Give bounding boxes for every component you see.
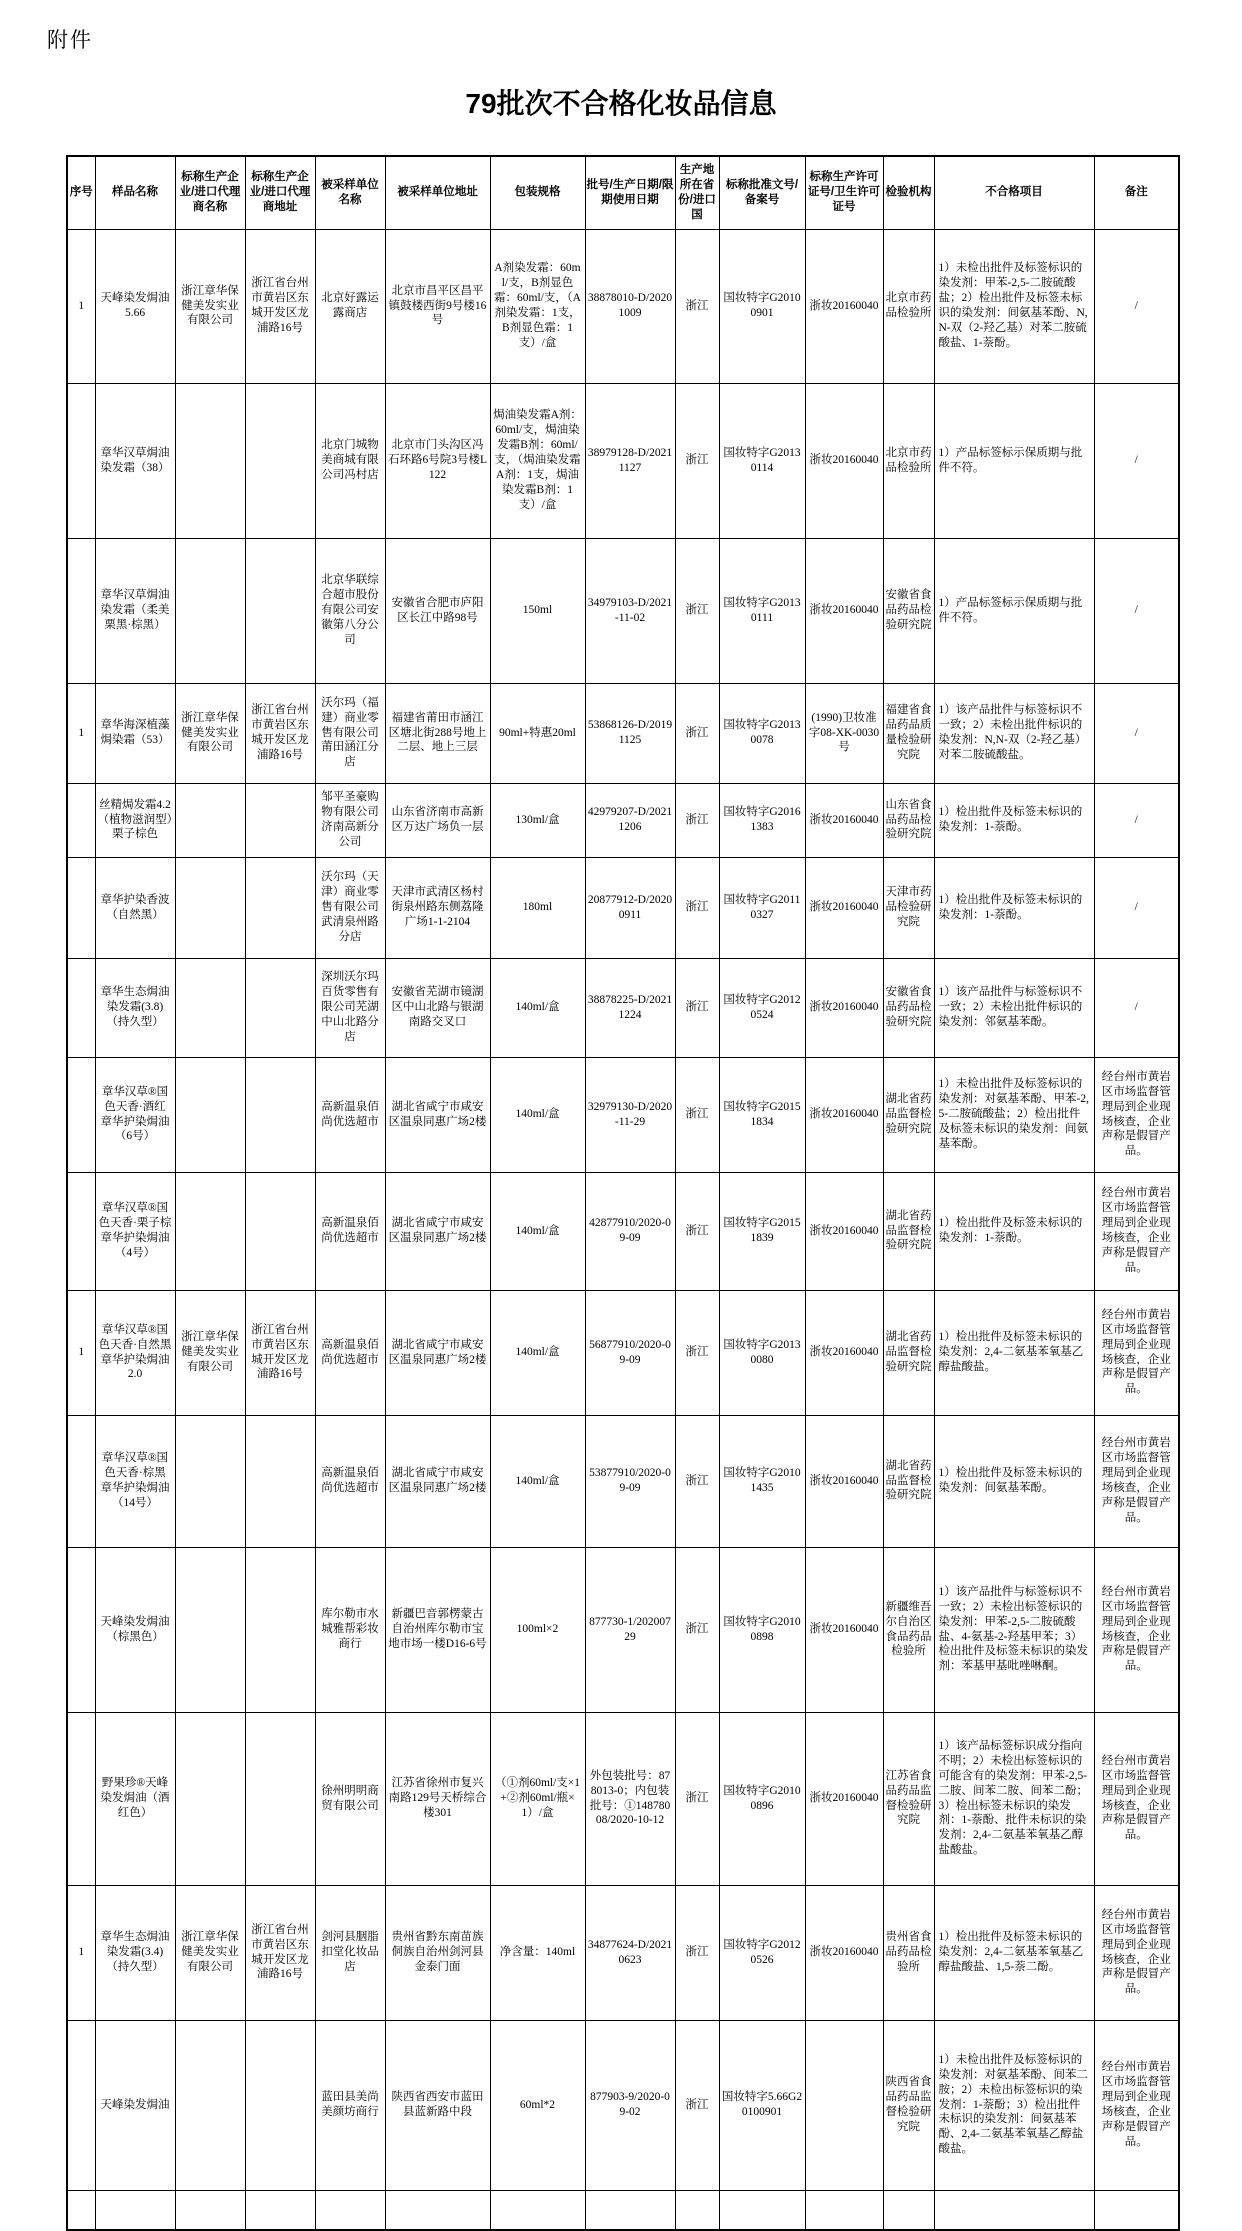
approval-no-cell: 国妆特字G20101435 — [719, 1415, 805, 1547]
serial-no-cell: 1 — [67, 683, 95, 783]
column-header-sample-name: 样品名称 — [95, 156, 175, 229]
production-province-cell: 浙江 — [675, 1415, 719, 1547]
package-spec-cell: 140ml/盒 — [490, 958, 585, 1057]
sample-name-cell — [95, 2190, 175, 2230]
inspection-agency-cell: 北京市药品检验所 — [883, 229, 934, 383]
remarks-cell: 经台州市黄岩区市场监督管理局到企业现场核查，企业声称是假冒产品。 — [1094, 1547, 1179, 1712]
package-spec-cell: 焗油染发霜A剂：60ml/支，焗油染发霜B剂：60ml/支，（焗油染发霜A剂：1支，焗油染发霜B剂：1支）/盒 — [490, 383, 585, 538]
package-spec-cell: 60ml*2 — [490, 2020, 585, 2190]
inspection-agency-cell: 湖北省药品监督检验研究院 — [883, 1290, 934, 1415]
failed-items-cell: 1）未检出批件及标签标识的染发剂：甲苯-2,5-二胺硫酸盐；2）检出批件及标签未标识的染发剂：间氨基苯酚、N,N-双（2-羟乙基）对苯二胺硫酸盐、1-萘酚。 — [934, 229, 1094, 383]
sample-name-cell: 章华生态焗油染发霜(3.4)（持久型） — [95, 1885, 175, 2020]
remarks-cell: / — [1094, 229, 1179, 383]
production-province-cell: 浙江 — [675, 1712, 719, 1885]
approval-no-cell: 国妆特字G20161383 — [719, 783, 805, 857]
inspection-agency-cell: 北京市药品检验所 — [883, 383, 934, 538]
serial-no-cell — [67, 1415, 95, 1547]
manufacturer-name-cell — [175, 1172, 245, 1290]
sampled-unit-address-cell: 北京市门头沟区冯石环路6号院3号楼L122 — [385, 383, 490, 538]
manufacturer-name-cell — [175, 1712, 245, 1885]
table-row — [67, 1290, 1179, 1415]
column-header-serial-no: 序号 — [67, 156, 95, 229]
sample-name-cell: 丝精焗发霜4.2（植物滋润型）栗子棕色 — [95, 783, 175, 857]
remarks-cell — [1094, 2190, 1179, 2230]
table-row — [67, 2190, 1179, 2230]
production-province-cell: 浙江 — [675, 538, 719, 683]
inspection-agency-cell: 福建省食品药品质量检验研究院 — [883, 683, 934, 783]
approval-no-cell: 国妆特字G20120524 — [719, 958, 805, 1057]
table-row — [67, 383, 1179, 538]
sampled-unit-address-cell: 安徽省芜湖市镜湖区中山北路与银湖南路交叉口 — [385, 958, 490, 1057]
license-no-cell: 浙妆20160040 — [805, 1885, 883, 2020]
serial-no-cell — [67, 2020, 95, 2190]
sampled-unit-name-cell: 高新温泉佰尚优选超市 — [315, 1057, 385, 1172]
license-no-cell: 浙妆20160040 — [805, 538, 883, 683]
package-spec-cell: 180ml — [490, 857, 585, 958]
batch-no-cell: 20877912-D/20200911 — [585, 857, 675, 958]
sample-name-cell: 章华汉草®国色天香·酒红 章华护染焗油（6号） — [95, 1057, 175, 1172]
column-header-manufacturer-address: 标称生产企业/进口代理商地址 — [245, 156, 315, 229]
sampled-unit-name-cell: 库尔勒市水城雅帮彩妆商行 — [315, 1547, 385, 1712]
batch-no-cell: 42877910/2020-09-09 — [585, 1172, 675, 1290]
column-header-package-spec: 包装规格 — [490, 156, 585, 229]
production-province-cell: 浙江 — [675, 1172, 719, 1290]
sample-name-cell: 章华生态焗油染发霜(3.8)（持久型） — [95, 958, 175, 1057]
production-province-cell: 浙江 — [675, 1547, 719, 1712]
sampled-unit-name-cell: 蓝田县美尚美颜坊商行 — [315, 2020, 385, 2190]
sampled-unit-address-cell: 湖北省咸宁市咸安区温泉同惠广场2楼 — [385, 1415, 490, 1547]
manufacturer-address-cell — [245, 783, 315, 857]
license-no-cell: 浙妆20160040 — [805, 857, 883, 958]
manufacturer-address-cell — [245, 538, 315, 683]
failed-items-cell: 1）产品标签标示保质期与批件不符。 — [934, 383, 1094, 538]
license-no-cell — [805, 2190, 883, 2230]
sampled-unit-name-cell: 剑河县胭脂扣堂化妆品店 — [315, 1885, 385, 2020]
inspection-agency-cell: 安徽省食品药品检验研究院 — [883, 538, 934, 683]
remarks-cell: 经台州市黄岩区市场监督管理局到企业现场核查，企业声称是假冒产品。 — [1094, 1172, 1179, 1290]
license-no-cell: 浙妆20160040 — [805, 1547, 883, 1712]
sampled-unit-address-cell: 山东省济南市高新区万达广场负一层 — [385, 783, 490, 857]
table-row — [67, 683, 1179, 783]
inspection-agency-cell: 贵州省食品药品检验所 — [883, 1885, 934, 2020]
sampled-unit-name-cell: 北京好露运露商店 — [315, 229, 385, 383]
manufacturer-address-cell — [245, 1547, 315, 1712]
manufacturer-name-cell: 浙江章华保健美发实业有限公司 — [175, 683, 245, 783]
manufacturer-name-cell — [175, 1415, 245, 1547]
batch-no-cell: 56877910/2020-09-09 — [585, 1290, 675, 1415]
manufacturer-name-cell — [175, 1547, 245, 1712]
table-row — [67, 857, 1179, 958]
table-row — [67, 538, 1179, 683]
sampled-unit-address-cell: 湖北省咸宁市咸安区温泉同惠广场2楼 — [385, 1290, 490, 1415]
inspection-agency-cell: 湖北省药品监督检验研究院 — [883, 1415, 934, 1547]
production-province-cell: 浙江 — [675, 229, 719, 383]
license-no-cell: (1990)卫妆准字08-XK-0030号 — [805, 683, 883, 783]
sample-name-cell: 章华海深植藻焗染霜（53） — [95, 683, 175, 783]
column-header-inspection-agency: 检验机构 — [883, 156, 934, 229]
failed-items-cell: 1）检出批件及标签未标识的染发剂：1-萘酚。 — [934, 783, 1094, 857]
manufacturer-address-cell — [245, 1712, 315, 1885]
serial-no-cell — [67, 958, 95, 1057]
license-no-cell: 浙妆20160040 — [805, 383, 883, 538]
batch-no-cell: 34979103-D/2021-11-02 — [585, 538, 675, 683]
remarks-cell: / — [1094, 783, 1179, 857]
batch-no-cell: 38878225-D/20211224 — [585, 958, 675, 1057]
serial-no-cell: 1 — [67, 1290, 95, 1415]
batch-no-cell: 877730-1/20200729 — [585, 1547, 675, 1712]
inspection-agency-cell: 安徽省食品药品检验研究院 — [883, 958, 934, 1057]
serial-no-cell — [67, 1712, 95, 1885]
manufacturer-address-cell — [245, 383, 315, 538]
serial-no-cell — [67, 538, 95, 683]
package-spec-cell: 140ml/盒 — [490, 1415, 585, 1547]
inspection-agency-cell: 山东省食品药品检验研究院 — [883, 783, 934, 857]
manufacturer-address-cell: 浙江省台州市黄岩区东城开发区龙浦路16号 — [245, 1290, 315, 1415]
column-header-failed-items: 不合格项目 — [934, 156, 1094, 229]
batch-no-cell: 外包装批号：878013-0；内包装批号：①14878008/2020-10-12 — [585, 1712, 675, 1885]
column-header-sampled-unit-name: 被采样单位名称 — [315, 156, 385, 229]
sampled-unit-address-cell: 陕西省西安市蓝田县蓝新路中段 — [385, 2020, 490, 2190]
package-spec-cell: A剂染发霜：60ml/支，B剂显色霜：60ml/支，（A剂染发霜：1支，B剂显色霜：1支）/盒 — [490, 229, 585, 383]
table-row — [67, 1885, 1179, 2020]
sample-name-cell: 天峰染发焗油5.66 — [95, 229, 175, 383]
remarks-cell: / — [1094, 383, 1179, 538]
production-province-cell: 浙江 — [675, 683, 719, 783]
failed-items-cell: 1）检出批件及标签未标识的染发剂：间氨基苯酚。 — [934, 1415, 1094, 1547]
serial-no-cell: 1 — [67, 229, 95, 383]
column-header-license-no: 标称生产许可证号/卫生许可证号 — [805, 156, 883, 229]
manufacturer-name-cell: 浙江章华保健美发实业有限公司 — [175, 1290, 245, 1415]
manufacturer-address-cell — [245, 857, 315, 958]
sampled-unit-name-cell — [315, 2190, 385, 2230]
package-spec-cell: 140ml/盒 — [490, 1057, 585, 1172]
sampled-unit-address-cell: 湖北省咸宁市咸安区温泉同惠广场2楼 — [385, 1172, 490, 1290]
sampled-unit-address-cell: 新疆巴音郭楞蒙古自治州库尔勒市宝地市场一楼D16-6号 — [385, 1547, 490, 1712]
package-spec-cell: 140ml/盒 — [490, 1290, 585, 1415]
package-spec-cell: 140ml/盒 — [490, 1172, 585, 1290]
batch-no-cell: 53877910/2020-09-09 — [585, 1415, 675, 1547]
sample-name-cell: 野果珍®天峰染发焗油（酒红色） — [95, 1712, 175, 1885]
batch-no-cell: 38878010-D/20201009 — [585, 229, 675, 383]
defect-table — [66, 155, 1180, 2231]
manufacturer-name-cell — [175, 383, 245, 538]
table-row — [67, 1547, 1179, 1712]
manufacturer-name-cell — [175, 538, 245, 683]
batch-no-cell: 34877624-D/20210623 — [585, 1885, 675, 2020]
failed-items-cell: 1）产品标签标示保质期与批件不符。 — [934, 538, 1094, 683]
inspection-agency-cell: 陕西省食品药品监督检验研究院 — [883, 2020, 934, 2190]
sample-name-cell: 章华汉草®国色天香·栗子棕 章华护染焗油（4号） — [95, 1172, 175, 1290]
approval-no-cell: 国妆特字G20151834 — [719, 1057, 805, 1172]
sampled-unit-name-cell: 沃尔玛（福建）商业零售有限公司莆田涵江分店 — [315, 683, 385, 783]
sample-name-cell: 章华汉草焗油染发霜（38） — [95, 383, 175, 538]
manufacturer-name-cell — [175, 2020, 245, 2190]
failed-items-cell — [934, 2190, 1094, 2230]
sampled-unit-name-cell: 北京华联综合超市股份有限公司安徽第八分公司 — [315, 538, 385, 683]
sample-name-cell: 天峰染发焗油 — [95, 2020, 175, 2190]
inspection-agency-cell: 湖北省药品监督检验研究院 — [883, 1172, 934, 1290]
batch-no-cell: 42979207-D/20211206 — [585, 783, 675, 857]
batch-no-cell — [585, 2190, 675, 2230]
approval-no-cell: 国妆特字5.66G20100901 — [719, 2020, 805, 2190]
inspection-agency-cell — [883, 2190, 934, 2230]
remarks-cell: / — [1094, 538, 1179, 683]
license-no-cell: 浙妆20160040 — [805, 1712, 883, 1885]
manufacturer-address-cell — [245, 958, 315, 1057]
sampled-unit-address-cell: 北京市昌平区昌平镇鼓楼西街9号楼16号 — [385, 229, 490, 383]
package-spec-cell: 130ml/盒 — [490, 783, 585, 857]
manufacturer-name-cell — [175, 958, 245, 1057]
column-header-approval-no: 标称批准文号/备案号 — [719, 156, 805, 229]
production-province-cell: 浙江 — [675, 857, 719, 958]
sampled-unit-address-cell: 湖北省咸宁市咸安区温泉同惠广场2楼 — [385, 1057, 490, 1172]
production-province-cell: 浙江 — [675, 1057, 719, 1172]
license-no-cell: 浙妆20160040 — [805, 1415, 883, 1547]
table-row — [67, 2020, 1179, 2190]
manufacturer-name-cell — [175, 1057, 245, 1172]
failed-items-cell: 1）检出批件及标签未标识的染发剂：2,4-二氨基苯氧基乙醇盐酸盐。 — [934, 1290, 1094, 1415]
serial-no-cell — [67, 1547, 95, 1712]
inspection-agency-cell: 天津市药品检验研究院 — [883, 857, 934, 958]
batch-no-cell: 32979130-D/2020-11-29 — [585, 1057, 675, 1172]
production-province-cell — [675, 2190, 719, 2230]
sampled-unit-address-cell: 江苏省徐州市复兴南路129号天桥综合楼301 — [385, 1712, 490, 1885]
failed-items-cell: 1）该产品标签标识成分指向不明；2）未检出标签标识的可能含有的染发剂：甲苯-2,5-二胺、间苯二胺、间苯二酚；3）检出标签未标识的染发剂：1-萘酚、批件未标识的染发剂：2,4-二氨基苯氧基乙醇盐酸盐。 — [934, 1712, 1094, 1885]
approval-no-cell: 国妆特字G20120526 — [719, 1885, 805, 2020]
sampled-unit-name-cell: 高新温泉佰尚优选超市 — [315, 1415, 385, 1547]
page-title: 79批次不合格化妆品信息 — [465, 88, 777, 119]
batch-no-cell: 53868126-D/20191125 — [585, 683, 675, 783]
batch-no-cell: 38979128-D/20211127 — [585, 383, 675, 538]
sample-name-cell: 章华汉草®国色天香·棕黑 章华护染焗油（14号） — [95, 1415, 175, 1547]
sampled-unit-name-cell: 邹平圣豪购物有限公司济南高新分公司 — [315, 783, 385, 857]
license-no-cell: 浙妆20160040 — [805, 229, 883, 383]
sampled-unit-name-cell: 高新温泉佰尚优选超市 — [315, 1290, 385, 1415]
failed-items-cell: 1）未检出批件及标签标识的染发剂：对氨基苯酚、甲苯-2,5-二胺硫酸盐；2）检出批件及标签未标识的染发剂：间氨基苯酚。 — [934, 1057, 1094, 1172]
table-head — [67, 156, 1179, 229]
production-province-cell: 浙江 — [675, 1885, 719, 2020]
remarks-cell: 经台州市黄岩区市场监督管理局到企业现场核查，企业声称是假冒产品。 — [1094, 2020, 1179, 2190]
package-spec-cell: 净含量：140ml — [490, 1885, 585, 2020]
remarks-cell: 经台州市黄岩区市场监督管理局到企业现场核查，企业声称是假冒产品。 — [1094, 1415, 1179, 1547]
manufacturer-address-cell — [245, 1172, 315, 1290]
inspection-agency-cell: 湖北省药品监督检验研究院 — [883, 1057, 934, 1172]
table-row — [67, 783, 1179, 857]
license-no-cell: 浙妆20160040 — [805, 1057, 883, 1172]
failed-items-cell: 1）未检出批件及标签标识的染发剂：对氨基苯酚、间苯二胺；2）未检出标签标识的染发剂：1-萘酚；3）检出批件未标识的染发剂：间氨基苯酚、2,4-二氨基苯氧基乙醇盐酸盐。 — [934, 2020, 1094, 2190]
manufacturer-address-cell: 浙江省台州市黄岩区东城开发区龙浦路16号 — [245, 1885, 315, 2020]
license-no-cell: 浙妆20160040 — [805, 1290, 883, 1415]
manufacturer-address-cell — [245, 2190, 315, 2230]
sampled-unit-name-cell: 沃尔玛（天津）商业零售有限公司武清泉州路分店 — [315, 857, 385, 958]
inspection-agency-cell: 江苏省食品药品监督检验研究院 — [883, 1712, 934, 1885]
serial-no-cell — [67, 783, 95, 857]
license-no-cell: 浙妆20160040 — [805, 1172, 883, 1290]
production-province-cell: 浙江 — [675, 958, 719, 1057]
sample-name-cell: 章华汉草®国色天香·自然黑章华护染焗油2.0 — [95, 1290, 175, 1415]
failed-items-cell: 1）检出批件及标签未标识的染发剂：1-萘酚。 — [934, 857, 1094, 958]
failed-items-cell: 1）该产品批件与标签标识不一致；2）未检出批件标识的染发剂：邻氨基苯酚。 — [934, 958, 1094, 1057]
production-province-cell: 浙江 — [675, 2020, 719, 2190]
sampled-unit-address-cell: 安徽省合肥市庐阳区长江中路98号 — [385, 538, 490, 683]
inspection-agency-cell: 新疆维吾尔自治区食品药品检验所 — [883, 1547, 934, 1712]
remarks-cell: / — [1094, 857, 1179, 958]
approval-no-cell — [719, 2190, 805, 2230]
table-row — [67, 1712, 1179, 1885]
approval-no-cell: 国妆特字G20151839 — [719, 1172, 805, 1290]
serial-no-cell — [67, 1172, 95, 1290]
serial-no-cell — [67, 857, 95, 958]
table-row — [67, 1057, 1179, 1172]
approval-no-cell: 国妆特字G20100901 — [719, 229, 805, 383]
license-no-cell: 浙妆20160040 — [805, 783, 883, 857]
approval-no-cell: 国妆特字G20130080 — [719, 1290, 805, 1415]
sampled-unit-name-cell: 北京门城物美商城有限公司冯村店 — [315, 383, 385, 538]
column-header-manufacturer-name: 标称生产企业/进口代理商名称 — [175, 156, 245, 229]
approval-no-cell: 国妆特字G20100898 — [719, 1547, 805, 1712]
remarks-cell: 经台州市黄岩区市场监督管理局到企业现场核查，企业声称是假冒产品。 — [1094, 1885, 1179, 2020]
column-header-batch-no: 批号/生产日期/限期使用日期 — [585, 156, 675, 229]
manufacturer-address-cell — [245, 1415, 315, 1547]
package-spec-cell: 150ml — [490, 538, 585, 683]
approval-no-cell: 国妆特字G20130114 — [719, 383, 805, 538]
table-row — [67, 1415, 1179, 1547]
table-row — [67, 229, 1179, 383]
failed-items-cell: 1）检出批件及标签未标识的染发剂：2,4-二氨基苯氧基乙醇盐酸盐、1,5-萘二酚。 — [934, 1885, 1094, 2020]
sample-name-cell: 章华汉草焗油染发霜（柔美栗黑·棕黑） — [95, 538, 175, 683]
sampled-unit-address-cell: 贵州省黔东南苗族侗族自治州剑河县金泰门面 — [385, 1885, 490, 2020]
approval-no-cell: 国妆特字G20130111 — [719, 538, 805, 683]
production-province-cell: 浙江 — [675, 1290, 719, 1415]
sampled-unit-address-cell — [385, 2190, 490, 2230]
sample-name-cell: 天峰染发焗油（棕黑色） — [95, 1547, 175, 1712]
package-spec-cell: 90ml+特惠20ml — [490, 683, 585, 783]
manufacturer-name-cell: 浙江章华保健美发实业有限公司 — [175, 1885, 245, 2020]
manufacturer-address-cell — [245, 1057, 315, 1172]
manufacturer-name-cell: 浙江章华保健美发实业有限公司 — [175, 229, 245, 383]
manufacturer-name-cell — [175, 783, 245, 857]
column-header-remarks: 备注 — [1094, 156, 1179, 229]
batch-no-cell: 877903-9/2020-09-02 — [585, 2020, 675, 2190]
production-province-cell: 浙江 — [675, 383, 719, 538]
manufacturer-name-cell — [175, 2190, 245, 2230]
column-header-production-province: 生产地所在省份/进口国 — [675, 156, 719, 229]
remarks-cell: 经台州市黄岩区市场监督管理局到企业现场核查，企业声称是假冒产品。 — [1094, 1290, 1179, 1415]
sampled-unit-name-cell: 徐州明明商贸有限公司 — [315, 1712, 385, 1885]
table-row — [67, 1172, 1179, 1290]
manufacturer-address-cell — [245, 2020, 315, 2190]
sampled-unit-name-cell: 深圳沃尔玛百货零售有限公司芜湖中山北路分店 — [315, 958, 385, 1057]
remarks-cell: / — [1094, 683, 1179, 783]
approval-no-cell: 国妆特字G20100896 — [719, 1712, 805, 1885]
failed-items-cell: 1）该产品批件与标签标识不一致；2）未检出批件标识的染发剂：N,N-双（2-羟乙基）对苯二胺硫酸盐。 — [934, 683, 1094, 783]
remarks-cell: 经台州市黄岩区市场监督管理局到企业现场核查，企业声称是假冒产品。 — [1094, 1712, 1179, 1885]
license-no-cell — [805, 2020, 883, 2190]
approval-no-cell: 国妆特字G20110327 — [719, 857, 805, 958]
remarks-cell: 经台州市黄岩区市场监督管理局到企业现场核查，企业声称是假冒产品。 — [1094, 1057, 1179, 1172]
failed-items-cell: 1）检出批件及标签未标识的染发剂：1-萘酚。 — [934, 1172, 1094, 1290]
sample-name-cell: 章华护染香波（自然黑） — [95, 857, 175, 958]
table-row — [67, 958, 1179, 1057]
package-spec-cell: 100ml×2 — [490, 1547, 585, 1712]
manufacturer-name-cell — [175, 857, 245, 958]
serial-no-cell — [67, 1057, 95, 1172]
package-spec-cell — [490, 2190, 585, 2230]
sampled-unit-name-cell: 高新温泉佰尚优选超市 — [315, 1172, 385, 1290]
sampled-unit-address-cell: 天津市武清区杨村街泉州路东侧荔隆广场1-1-2104 — [385, 857, 490, 958]
serial-no-cell: 1 — [67, 1885, 95, 2020]
package-spec-cell: （①剂60ml/支×1+②剂60ml/瓶×1）/盒 — [490, 1712, 585, 1885]
manufacturer-address-cell: 浙江省台州市黄岩区东城开发区龙浦路16号 — [245, 683, 315, 783]
approval-no-cell: 国妆特字G20130078 — [719, 683, 805, 783]
attachment-label: 附件 — [47, 28, 93, 52]
column-header-sampled-unit-address: 被采样单位地址 — [385, 156, 490, 229]
sampled-unit-address-cell: 福建省莆田市涵江区塘北街288号地上二层、地上三层 — [385, 683, 490, 783]
remarks-cell: / — [1094, 958, 1179, 1057]
manufacturer-address-cell: 浙江省台州市黄岩区东城开发区龙浦路16号 — [245, 229, 315, 383]
failed-items-cell: 1）该产品批件与标签标识不一致；2）未检出标签标识的染发剂：甲苯-2,5-二胺硫酸盐、4-氨基-2-羟基甲苯；3）检出批件及标签未标识的染发剂：苯基甲基吡唑啉酮。 — [934, 1547, 1094, 1712]
serial-no-cell — [67, 2190, 95, 2230]
table-body — [67, 229, 1179, 2230]
serial-no-cell — [67, 383, 95, 538]
header-row — [67, 156, 1179, 229]
production-province-cell: 浙江 — [675, 783, 719, 857]
license-no-cell: 浙妆20160040 — [805, 958, 883, 1057]
